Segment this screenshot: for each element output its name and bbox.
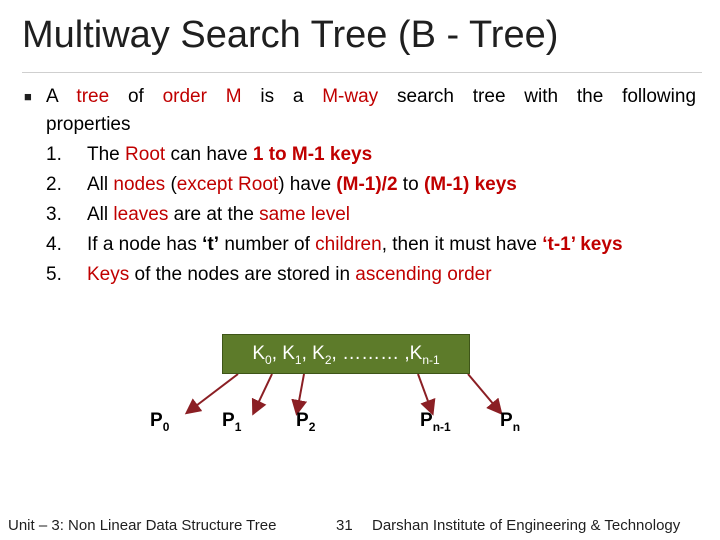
intro-continuation: properties	[46, 114, 131, 135]
property-text: All leaves are at the same level	[87, 204, 350, 225]
pointer-arrow-pn	[468, 374, 500, 412]
property-number: 1.	[46, 144, 62, 165]
pointer-label-p1: $P_1$	[222, 410, 242, 434]
square-bullet-icon: ■	[24, 89, 32, 104]
pointer-arrow-p1	[254, 374, 272, 412]
footer-institute: Darshan Institute of Engineering & Technology	[372, 517, 681, 534]
property-number: 5.	[46, 264, 62, 285]
property-number: 4.	[46, 234, 62, 255]
pointer-label-pn-1: $P_{n-1}$	[420, 410, 451, 434]
page-number: 31	[336, 517, 353, 534]
pointer-label-pn: $P_n$	[500, 410, 521, 434]
property-number: 2.	[46, 174, 62, 195]
slide-footer	[0, 508, 720, 540]
pointer-label-p2: $P_2$	[296, 410, 316, 434]
pointer-arrow-p0	[188, 374, 238, 412]
btree-node-keys: $K_0$, $K_1$, $K_2$, ……… $,K_{n-1}$	[222, 334, 470, 374]
property-text: If a node has ‘t’ number of children, then it must have ‘t-1’ keys	[87, 234, 623, 255]
property-number: 3.	[46, 204, 62, 225]
pointer-arrow-pn-1	[418, 374, 432, 412]
slide-title: Multiway Search Tree (B - Tree)	[22, 14, 559, 56]
property-text: All nodes (except Root) have (M-1)/2 to (M-1) keys	[87, 174, 517, 195]
pointer-arrow-p2	[297, 374, 304, 412]
property-text: Keys of the nodes are stored in ascending order	[87, 264, 492, 285]
intro-paragraph: ■ A tree of order M is a M-way search tree with the following	[24, 82, 696, 112]
property-text: The Root can have 1 to M-1 keys	[87, 144, 373, 165]
pointer-label-p0: $P_0$	[150, 410, 170, 434]
footer-unit: Unit – 3: Non Linear Data Structure Tree	[8, 517, 277, 534]
